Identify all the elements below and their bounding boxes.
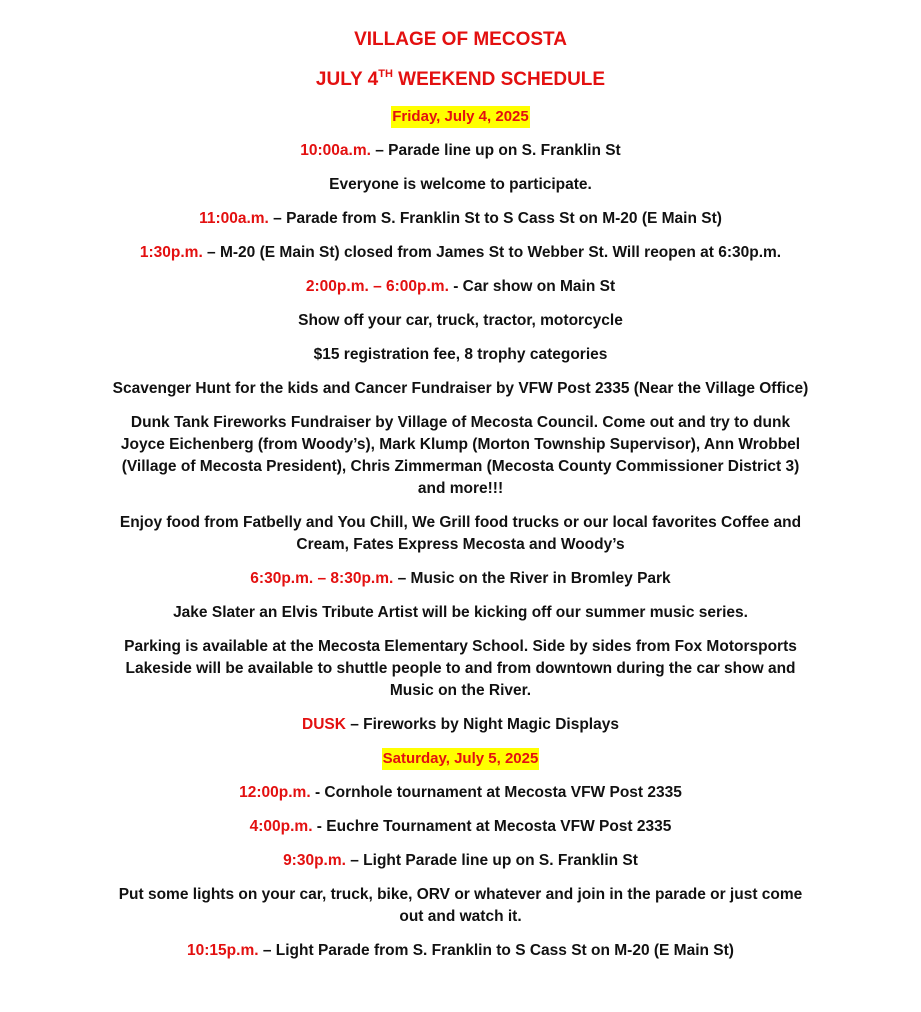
schedule-note — [106, 344, 816, 366]
schedule-item — [106, 940, 816, 962]
item-text: Parking is available at the Mecosta Elementary School. Side by sides from Fox Motorsports Lakeside will be available to shuttle people to and from downtown during the car show and Music on the River. — [124, 638, 797, 699]
schedule-note — [111, 512, 811, 556]
schedule-note — [111, 412, 811, 500]
schedule-note — [106, 602, 816, 624]
friday-date-heading: Friday, July 4, 2025 — [391, 106, 529, 128]
item-time: 2:00p.m. – 6:00p.m. — [305, 278, 449, 295]
item-text: Jake Slater an Elvis Tribute Artist will be kicking off our summer music series. — [173, 604, 748, 621]
item-text: - Euchre Tournament at Mecosta VFW Post 2335 — [312, 818, 672, 835]
schedule-note — [81, 378, 841, 400]
item-text: – Parade line up on S. Franklin St — [370, 142, 621, 159]
saturday-heading-row — [0, 748, 921, 770]
subtitle-post: WEEKEND SCHEDULE — [392, 69, 606, 90]
item-text: – Light Parade from S. Franklin to S Cass St on M-20 (E Main St) — [258, 942, 734, 959]
item-text: – Parade from S. Franklin St to S Cass St on M-20 (E Main St) — [268, 210, 722, 227]
item-text: Put some lights on your car, truck, bike, ORV or whatever and join in the parade or just come out and watch it. — [118, 886, 803, 925]
item-time: 1:30p.m. — [139, 244, 203, 261]
schedule-item — [106, 140, 816, 162]
schedule-item — [101, 242, 821, 264]
item-text: Scavenger Hunt for the kids and Cancer Fundraiser by VFW Post 2335 (Near the Village Office) — [112, 380, 809, 397]
schedule-item — [106, 714, 816, 736]
schedule-item — [106, 568, 816, 590]
schedule-note — [116, 636, 806, 702]
item-text: – Music on the River in Bromley Park — [393, 570, 671, 587]
item-text: $15 registration fee, 8 trophy categories — [313, 346, 608, 363]
item-text: – Fireworks by Night Magic Displays — [345, 716, 619, 733]
schedule-item — [106, 850, 816, 872]
item-text: – Light Parade line up on S. Franklin St — [345, 852, 638, 869]
item-text: – M-20 (E Main St) closed from James St to Webber St. Will reopen at 6:30p.m. — [202, 244, 782, 261]
schedule-item — [106, 782, 816, 804]
item-text: Enjoy food from Fatbelly and You Chill, We Grill food trucks or our local favorites Coffee and Cream, Fates Express Mecosta and Woody’s — [119, 514, 802, 553]
item-time: 10:00a.m. — [300, 142, 371, 159]
friday-heading-row — [0, 106, 921, 128]
item-time: 9:30p.m. — [283, 852, 346, 869]
item-time: 10:15p.m. — [187, 942, 259, 959]
item-time: 12:00p.m. — [239, 784, 311, 801]
item-time: 11:00a.m. — [199, 210, 269, 227]
schedule-item — [106, 276, 816, 298]
item-text: Dunk Tank Fireworks Fundraiser by Village of Mecosta Council. Come out and try to dunk Joyce Eichenberg (from Woody’s), Mark Klump (Morton Township Supervisor), Ann Wrobbel (Village of Mecosta President), Chris Zimmerman (Mecosta County Commissioner District 3) and more!!! — [120, 414, 801, 497]
item-time: 4:00p.m. — [249, 818, 313, 835]
item-text: Show off your car, truck, tractor, motorcycle — [298, 312, 623, 329]
item-text: Everyone is welcome to participate. — [329, 176, 592, 193]
schedule-note — [106, 310, 816, 332]
item-text: - Cornhole tournament at Mecosta VFW Post 2335 — [310, 784, 682, 801]
saturday-date-heading: Saturday, July 5, 2025 — [382, 748, 540, 770]
schedule-item — [106, 208, 816, 230]
item-time: 6:30p.m. – 8:30p.m. — [250, 570, 394, 587]
page-title: VILLAGE OF MECOSTA — [354, 29, 567, 50]
subtitle-pre: JULY 4 — [315, 69, 379, 90]
item-time: DUSK — [302, 716, 346, 733]
item-text: - Car show on Main St — [448, 278, 616, 295]
schedule-note — [106, 174, 816, 196]
subtitle-superscript: TH — [378, 68, 393, 80]
schedule-note — [111, 884, 811, 928]
schedule-item — [106, 816, 816, 838]
page-subtitle — [0, 66, 921, 94]
